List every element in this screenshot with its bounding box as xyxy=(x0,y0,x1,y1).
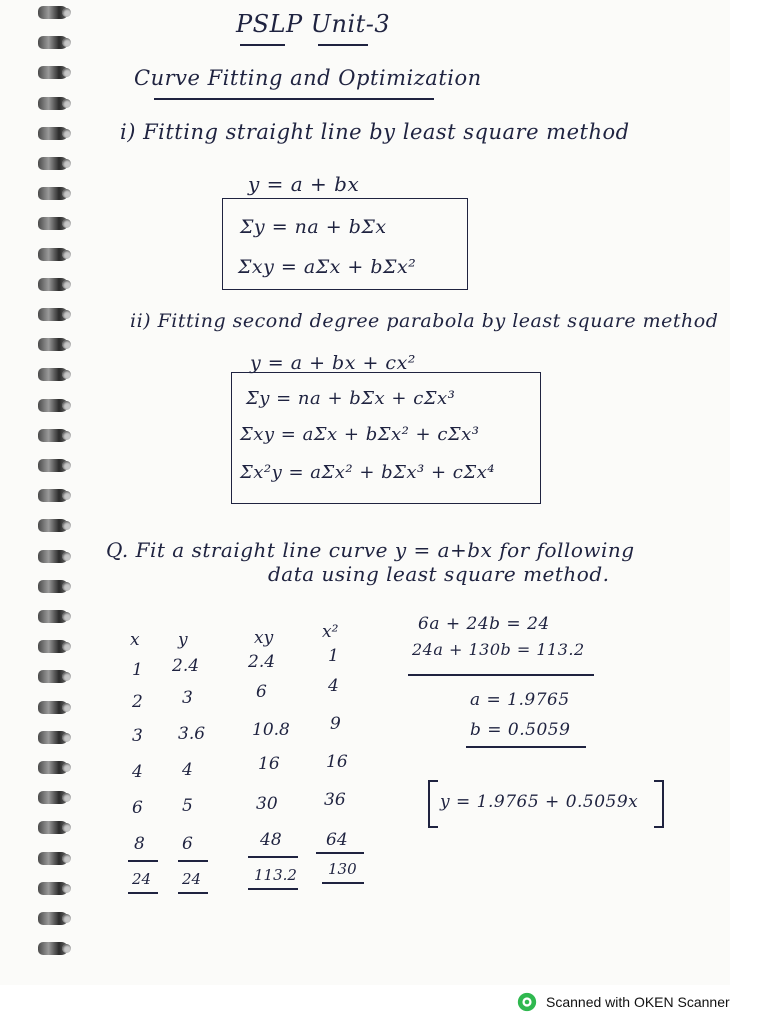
binding-hole xyxy=(62,129,71,138)
binding-hole xyxy=(62,280,71,289)
title-underline xyxy=(240,44,285,46)
solution-b-underline xyxy=(466,746,586,748)
table-cell: 3 xyxy=(132,726,143,746)
binding-hole xyxy=(62,461,71,470)
subtitle-underline xyxy=(154,98,434,100)
table-cell: 2 xyxy=(132,692,143,712)
binding-hole xyxy=(62,703,71,712)
section2-equation: y = a + bx + cx² xyxy=(250,352,416,374)
binding-hole xyxy=(62,763,71,772)
section1-normal-eq-1: Σy = na + bΣx xyxy=(240,216,387,238)
binding-hole xyxy=(62,854,71,863)
section1-heading: i) Fitting straight line by least square method xyxy=(120,120,630,144)
binding-hole xyxy=(62,582,71,591)
table-cell: 4 xyxy=(132,762,143,782)
table-cell: 16 xyxy=(326,752,348,772)
solution-b: b = 0.5059 xyxy=(470,720,571,740)
total-underline xyxy=(128,860,158,862)
table-cell: 4 xyxy=(328,676,339,696)
scanner-watermark xyxy=(516,990,730,1014)
table-cell: 16 xyxy=(258,754,280,774)
page-title: PSLP Unit-3 xyxy=(236,10,391,38)
binding-hole xyxy=(62,340,71,349)
table-cell: 10.8 xyxy=(252,720,290,740)
table-total-cell: 130 xyxy=(328,860,357,878)
section1-normal-eq-2: Σxy = aΣx + bΣx² xyxy=(238,256,417,278)
title-underline xyxy=(318,44,368,46)
table-cell: 64 xyxy=(326,830,348,850)
table-header-y: y xyxy=(178,630,188,650)
table-cell: 2.4 xyxy=(248,652,276,672)
binding-hole xyxy=(62,189,71,198)
binding-hole xyxy=(62,159,71,168)
section2-normal-eq-1: Σy = na + bΣx + cΣx³ xyxy=(246,388,456,409)
section2-heading: ii) Fitting second degree parabola by least square method xyxy=(130,310,719,332)
table-cell: 4 xyxy=(182,760,193,780)
binding-hole xyxy=(62,8,71,17)
page-subtitle: Curve Fitting and Optimization xyxy=(134,66,482,90)
table-cell: 3.6 xyxy=(178,724,206,744)
binding-hole xyxy=(62,219,71,228)
total-underline xyxy=(178,892,208,894)
binding-hole xyxy=(62,672,71,681)
table-cell: 9 xyxy=(330,714,341,734)
total-underline xyxy=(316,852,364,854)
binding-hole xyxy=(62,823,71,832)
binding-hole xyxy=(62,431,71,440)
section2-normal-eq-3: Σx²y = aΣx² + bΣx³ + cΣx⁴ xyxy=(240,462,495,483)
table-total-cell: 113.2 xyxy=(254,866,297,884)
table-total-cell: 24 xyxy=(182,870,202,888)
table-total-cell: 24 xyxy=(132,870,152,888)
section1-equation: y = a + bx xyxy=(248,172,360,196)
binding-hole xyxy=(62,944,71,953)
binding-hole xyxy=(62,38,71,47)
question-line-2: data using least square method. xyxy=(268,562,610,586)
binding-hole xyxy=(62,521,71,530)
table-cell: 6 xyxy=(256,682,267,702)
table-cell: 8 xyxy=(134,834,145,854)
solution-a: a = 1.9765 xyxy=(470,690,570,710)
solution-eq-1: 6a + 24b = 24 xyxy=(418,614,550,634)
spiral-binding xyxy=(38,0,78,985)
section2-normal-eq-2: Σxy = aΣx + bΣx² + cΣx³ xyxy=(240,424,480,445)
binding-hole xyxy=(62,401,71,410)
result-box xyxy=(428,780,664,828)
binding-hole xyxy=(62,99,71,108)
table-cell: 6 xyxy=(182,834,193,854)
table-cell: 2.4 xyxy=(172,656,200,676)
table-header-x2: x² xyxy=(322,622,339,642)
binding-hole xyxy=(62,642,71,651)
table-cell: 36 xyxy=(324,790,346,810)
solution-eq-2: 24a + 130b = 113.2 xyxy=(412,640,585,659)
table-header-x: x xyxy=(130,630,140,650)
binding-hole xyxy=(62,310,71,319)
table-cell: 30 xyxy=(256,794,278,814)
binding-hole xyxy=(62,250,71,259)
binding-hole xyxy=(62,914,71,923)
binding-hole xyxy=(62,370,71,379)
binding-hole xyxy=(62,733,71,742)
table-cell: 5 xyxy=(182,796,193,816)
scanner-text: Scanned with OKEN Scanner xyxy=(546,994,730,1010)
binding-hole xyxy=(62,884,71,893)
table-cell: 1 xyxy=(328,646,339,666)
scanner-logo-icon xyxy=(516,991,538,1013)
table-cell: 3 xyxy=(182,688,193,708)
table-cell: 6 xyxy=(132,798,143,818)
total-underline xyxy=(178,860,208,862)
binding-hole xyxy=(62,793,71,802)
total-underline xyxy=(128,892,158,894)
table-header-xy: xy xyxy=(254,628,274,648)
table-cell: 1 xyxy=(132,660,143,680)
total-underline xyxy=(248,888,298,890)
total-underline xyxy=(248,856,298,858)
binding-hole xyxy=(62,612,71,621)
question-line-1: Q. Fit a straight line curve y = a+bx for following xyxy=(106,538,635,562)
solution-separator xyxy=(408,674,594,676)
binding-hole xyxy=(62,552,71,561)
total-underline xyxy=(322,882,364,884)
binding-hole xyxy=(62,68,71,77)
table-cell: 48 xyxy=(260,830,282,850)
solution-result: y = 1.9765 + 0.5059x xyxy=(440,792,639,812)
binding-hole xyxy=(62,491,71,500)
